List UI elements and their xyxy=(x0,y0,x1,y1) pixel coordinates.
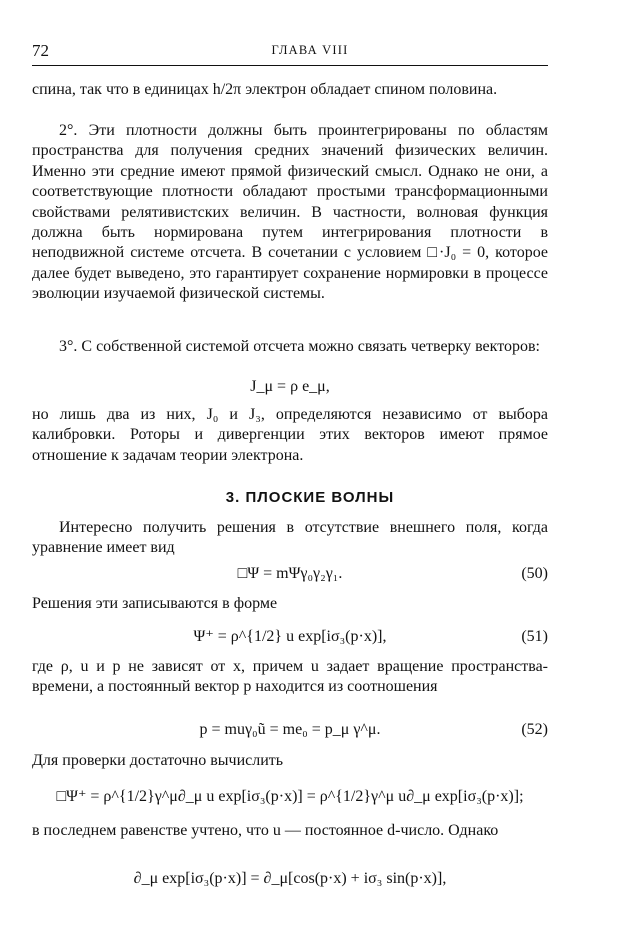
equation-j-formula: J_μ = ρ e_μ, xyxy=(250,378,330,395)
paragraph-8: Для проверки достаточно вычислить xyxy=(32,752,284,769)
page-number: 72 xyxy=(32,41,49,60)
paragraph-6: Решения эти записываются в форме xyxy=(32,595,278,612)
equation-50-formula: □Ψ = mΨγ₀γ₂γ₁. xyxy=(237,565,343,582)
paragraph-7: где ρ, u и p не зависят от x, причем u задает вращение пространства-времени, а постоянный вектор p находится из соотношения xyxy=(32,658,548,696)
equation-50 xyxy=(32,563,548,585)
paragraph-9: в последнем равенстве учтено, что u — постоянное d-число. Однако xyxy=(32,822,499,839)
section-heading: 3. ПЛОСКИЕ ВОЛНЫ xyxy=(225,489,395,506)
equation-52-number: (52) xyxy=(521,721,548,738)
equation-check xyxy=(32,786,548,808)
equation-51-number: (51) xyxy=(521,628,548,645)
equation-j xyxy=(32,376,548,398)
paragraph-4: но лишь два из них, J₀ и J₃, определяются независимо от выбора калибровки. Роторы и дивергенции этих векторов имеют прямое отношение к задачам теории электрона. xyxy=(32,406,548,464)
equation-check-formula: □Ψ⁺ = ρ^{1/2}γ^μ∂_μ u exp[iσ₃(p·x)] = ρ^{1/2}γ^μ u∂_μ exp[iσ₃(p·x)]; xyxy=(56,788,524,805)
equation-50-number: (50) xyxy=(521,565,548,582)
paragraph-3: 3°. С собственной системой отсчета можно связать четверку векторов: xyxy=(59,338,540,355)
equation-last xyxy=(32,868,548,890)
equation-52-formula: p = muγ₀ũ = me₀ = p_μ γ^μ. xyxy=(199,721,381,738)
equation-52 xyxy=(32,719,548,741)
paragraph-5: Интересно получить решения в отсутствие внешнего поля, когда уравнение имеет вид xyxy=(32,519,548,557)
equation-last-formula: ∂_μ exp[iσ₃(p·x)] = ∂_μ[cos(p·x) + iσ₃ sin(p·x)], xyxy=(133,870,447,887)
paragraph-2: 2°. Эти плотности должны быть проинтегрированы по областям пространства для получения средних значений физических величин. Именно эти средние имеют прямой физический смысл. Однако не они, а соответствующие плотности обладают простыми трансформационными свойствами релятивистских величин. В частности, волновая функция должна быть нормирована путем интегрирования плотности в неподвижной системе отсчета. В сочетании с условием □·J₀ = 0, которое далее будет выведено, это гарантирует сохранение нормировки в процессе эволюции изучаемой физической системы. xyxy=(32,122,548,303)
header-rule xyxy=(32,65,548,66)
equation-51 xyxy=(32,626,548,648)
running-head: ГЛАВА VIII xyxy=(271,43,349,57)
equation-51-formula: Ψ⁺ = ρ^{1/2} u exp[iσ₃(p·x)], xyxy=(193,628,387,645)
paragraph-1: спина, так что в единицах h/2π электрон обладает спином половина. xyxy=(32,81,498,98)
